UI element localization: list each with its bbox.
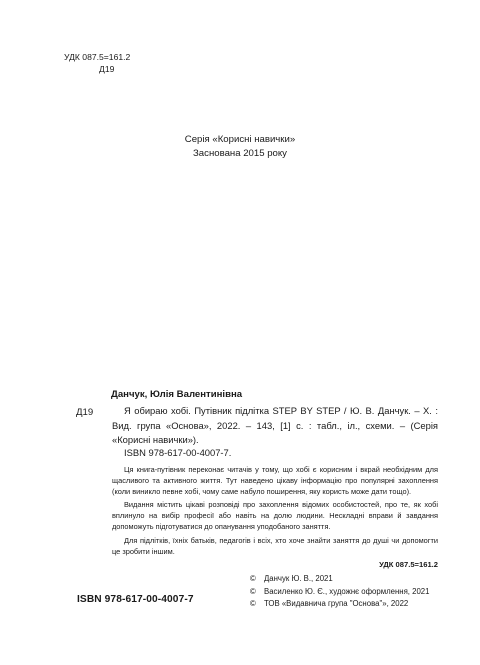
annotation-text-3: Для підлітків, їхніх батьків, педагогів і всіх, хто хоче знайти заняття до душі чи допомогти це зробити іншим. <box>112 536 438 556</box>
udk-classification-block <box>64 51 130 75</box>
series-name: Серія «Корисні навички» <box>184 134 296 145</box>
copyright-text: Василенко Ю. Є., художнє оформлення, 2021 <box>264 586 430 596</box>
bibliographic-text: Я обираю хобі. Путівник підлітка STEP BY STEP / Ю. В. Данчук. – Х. : Вид. група «Основа», 2022. – 143, [1] с. : табл., іл., схеми. – (Серія «Корисні навички»). <box>112 405 438 445</box>
library-code: Д19 <box>99 64 115 74</box>
annotation-text-2: Видання містить цікаві розповіді про захоплення відомих особистостей, про те, як хобі вплинуло на вибір професії або навіть на долю людини. Нескладні вправи й завдання допоможуть підготуватися до опанування уподобаного заняття. <box>112 500 438 531</box>
isbn-entry: ISBN 978-617-00-4007-7. <box>124 447 232 458</box>
bibliographic-description <box>112 404 438 448</box>
copyright-text: Данчук Ю. В., 2021 <box>264 574 333 583</box>
copyright-icon: © <box>250 586 256 596</box>
copyright-row <box>250 598 429 611</box>
copyright-block <box>250 573 429 611</box>
annotation-text-1: Ця книга-путівник переконає читачів у тому, що хобі є корисним і вкрай необхідним для щасливого та активного життя. Тут наведено цікаву інформацію про популярні захоплення (коли виникло певне хобі, чому саме набуло поширення, яку користь може дати тощо). <box>112 465 438 496</box>
isbn-bottom: ISBN 978-617-00-4007-7 <box>77 594 194 605</box>
series-founded: Заснована 2015 року <box>193 147 287 159</box>
author-name: Данчук, Юлія Валентинівна <box>111 389 243 400</box>
udk-code-right: УДК 087.5=161.2 <box>379 560 438 569</box>
copyright-icon: © <box>250 574 256 583</box>
copyright-row <box>250 573 429 586</box>
copyright-text: ТОВ «Видавнича група "Основа"», 2022 <box>264 599 409 609</box>
copyright-icon: © <box>250 599 256 609</box>
copyright-row <box>250 586 429 599</box>
annotation-paragraph-1 <box>112 465 438 497</box>
series-info <box>0 133 480 160</box>
annotation-paragraph-2 <box>112 500 438 532</box>
author-code: Д19 <box>76 407 94 418</box>
annotation-paragraph-3 <box>112 536 438 558</box>
udk-code: УДК 087.5=161.2 <box>64 52 131 62</box>
